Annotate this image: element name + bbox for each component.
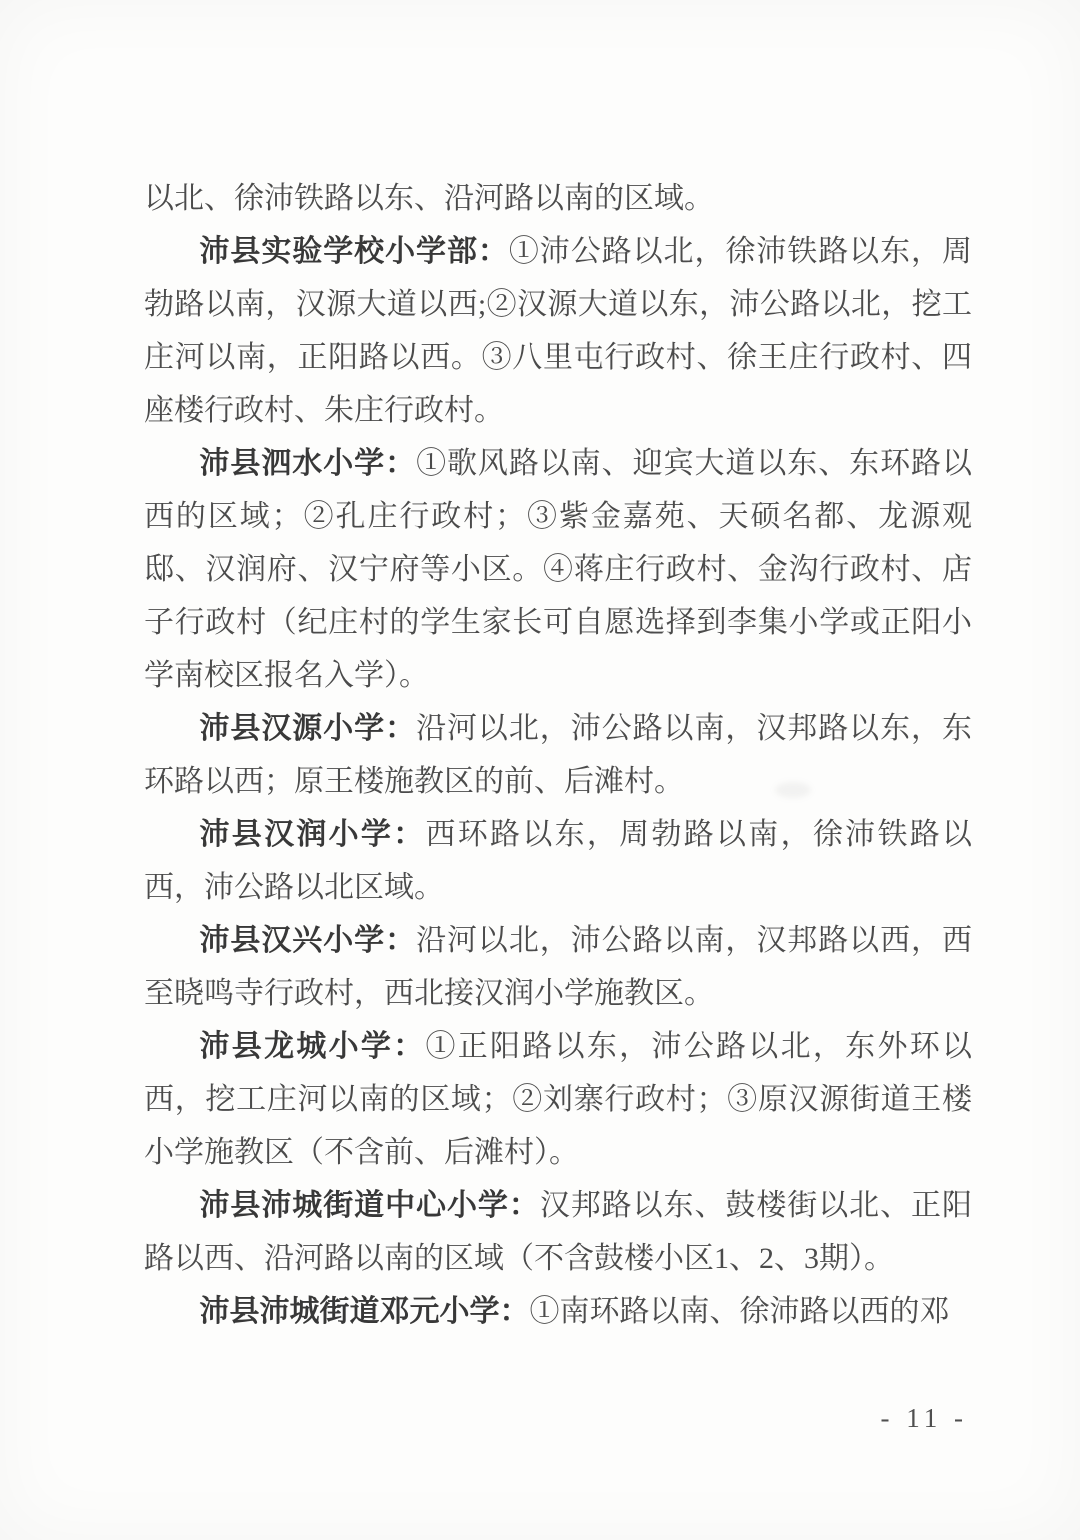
paragraph-school-peicheng-zhongxin	[144, 1179, 972, 1285]
school-name: 沛县泗水小学：	[199, 447, 417, 480]
paragraph-text: ①正阳路以东，沛公路以北，东外环以西，挖工庄河以南的区域；②刘寨行政村；③原汉源街道王楼小学施教区（不含前、后滩村）。	[144, 1030, 973, 1169]
paragraph-text: 沿河以北，沛公路以南，汉邦路以东，东环路以西；原王楼施教区的前、后滩村。	[144, 712, 972, 798]
paragraph-school-sishui	[144, 437, 972, 702]
paragraph-text: 以北、徐沛铁路以东、沿河路以南的区域。	[144, 182, 714, 215]
paragraph-school-hanxing	[144, 914, 972, 1020]
paragraph-text: 西环路以东，周勃路以南，徐沛铁路以西，沛公路以北区域。	[144, 818, 973, 904]
paragraph-text: ①沛公路以北，徐沛铁路以东，周勃路以南，汉源大道以西;②汉源大道以东，沛公路以北，挖工庄河以南，正阳路以西。③八里屯行政村、徐王庄行政村、四座楼行政村、朱庄行政村。	[144, 235, 972, 427]
school-name: 沛县龙城小学：	[199, 1030, 426, 1063]
document-text	[144, 172, 972, 1338]
school-name: 沛县汉润小学：	[199, 818, 426, 851]
paragraph-continuation	[144, 172, 972, 225]
paragraph-school-hanrun	[144, 808, 972, 914]
paragraph-text: 沿河以北，沛公路以南，汉邦路以西，西至晓鸣寺行政村，西北接汉润小学施教区。	[144, 924, 972, 1010]
school-name: 沛县沛城街道邓元小学：	[199, 1295, 530, 1328]
scan-smudge	[775, 782, 811, 798]
paragraph-school-shiyan	[144, 225, 972, 437]
paragraph-text: 汉邦路以东、鼓楼街以北、正阳路以西、沿河路以南的区域（不含鼓楼小区1、2、3期）。	[144, 1189, 972, 1275]
school-name: 沛县汉源小学：	[199, 712, 417, 745]
paragraph-text: ①南环路以南、徐沛路以西的邓	[529, 1295, 950, 1328]
paragraph-school-longcheng	[144, 1020, 972, 1179]
page-number: - 11 -	[880, 1403, 968, 1433]
paragraph-school-hanyuan	[144, 702, 972, 808]
school-name: 沛县汉兴小学：	[199, 924, 417, 957]
paragraph-school-dengyuan	[144, 1285, 972, 1338]
school-name: 沛县沛城街道中心小学：	[199, 1189, 540, 1222]
school-name: 沛县实验学校小学部：	[199, 235, 509, 268]
paragraph-text: ①歌风路以南、迎宾大道以东、东环路以西的区域；②孔庄行政村；③紫金嘉苑、天硕名都、龙源观邸、汉润府、汉宁府等小区。④蒋庄行政村、金沟行政村、店子行政村（纪庄村的学生家长可自愿选择到李集小学或正阳小学南校区报名入学）。	[144, 447, 972, 692]
